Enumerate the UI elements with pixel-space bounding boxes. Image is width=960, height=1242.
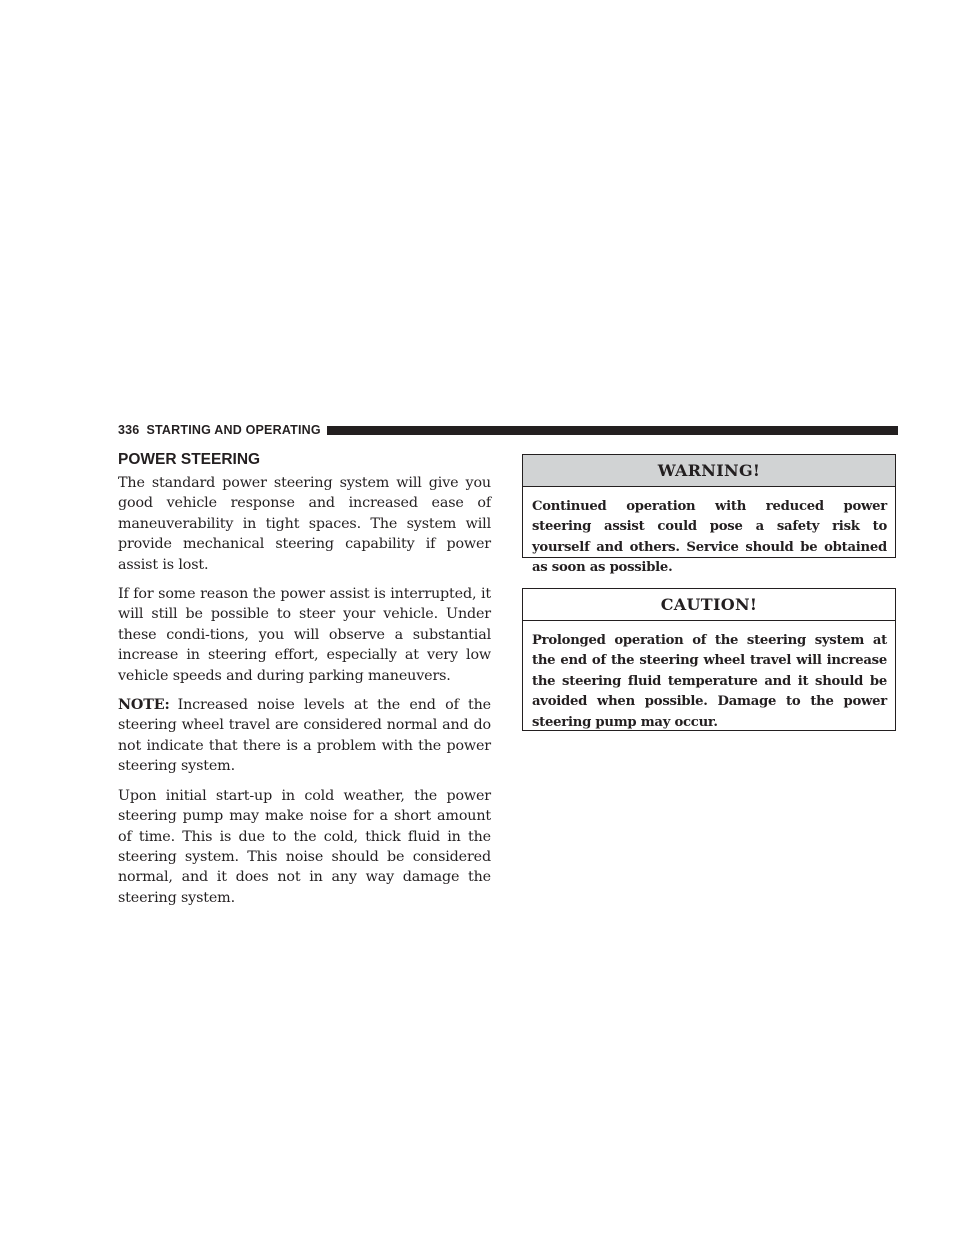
caution-box: [522, 588, 896, 731]
paragraph-2: If for some reason the power assist is interrupted, it will still be possible to steer your vehicle. Under these condi-tions, you will observe a substantial increase in steering effort, especially at very low vehicle speeds and during parking maneuvers.: [118, 586, 491, 684]
note-paragraph: [118, 695, 491, 777]
note-text: Increased noise levels at the end of the steering wheel travel are considered normal and do not indicate that there is a problem with the power steering system.: [118, 697, 491, 775]
caution-text: Prolonged operation of the steering system at the end of the steering wheel travel will increase the steering fluid temperature and it should be avoided when possible. Damage to the power steering pump may occur.: [532, 633, 887, 730]
page-header: [118, 422, 898, 438]
main-column: [118, 450, 491, 917]
page-number: 336: [118, 423, 140, 437]
paragraph-1: The standard power steering system will give you good vehicle response and increased ease of maneuverability in tight spaces. The system will provide mechanical steering capability if power assist is lost.: [118, 475, 491, 573]
section-heading: POWER STEERING: [118, 451, 261, 468]
note-label: NOTE:: [118, 697, 170, 714]
paragraph-4: Upon initial start-up in cold weather, the power steering pump may make noise for a short amount of time. This is due to the cold, thick fluid in the steering system. This noise should be considered normal, and it does not in any way damage the steering system.: [118, 787, 491, 906]
section-title: STARTING AND OPERATING: [146, 423, 321, 437]
warning-box: [522, 454, 896, 576]
header-rule: [327, 426, 898, 435]
caution-title: CAUTION!: [523, 589, 895, 621]
warning-title: WARNING!: [523, 455, 895, 487]
warning-text: Continued operation with reduced power steering assist could pose a safety risk to yourself and others. Service should be obtained as soon as possible.: [532, 499, 887, 576]
